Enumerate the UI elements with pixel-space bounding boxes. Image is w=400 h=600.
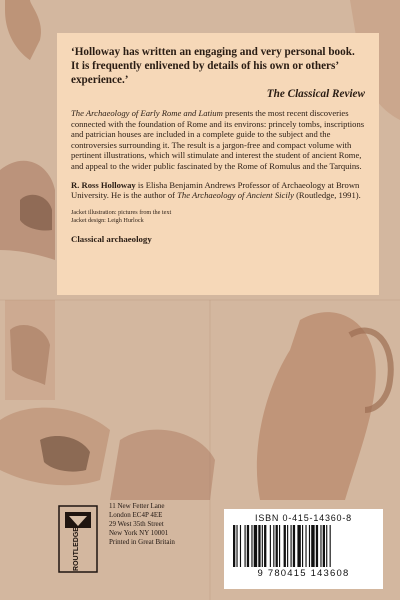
- isbn-label: ISBN 0-415-14360-8: [255, 513, 352, 523]
- publisher-block: [57, 500, 207, 580]
- address-line: London EC4P 4EE: [109, 511, 163, 519]
- barcode-bar: [309, 525, 310, 567]
- isbn-13-number: 9 780415 143608: [257, 568, 350, 579]
- author-bio: [71, 180, 365, 201]
- address-line: New York NY 10001: [109, 529, 169, 537]
- barcode-bar: [233, 525, 235, 567]
- author-previous-book: The Archaeology of Ancient Sicily: [177, 190, 294, 201]
- jacket-illustration-credit: Jacket illustration: pictures from the text: [71, 208, 172, 216]
- barcode-bar: [270, 525, 271, 567]
- barcode-bar: [293, 525, 295, 567]
- barcode-bar: [302, 525, 303, 567]
- barcode-bar: [240, 525, 241, 567]
- barcode-bar: [276, 525, 278, 567]
- barcode-bar: [247, 525, 249, 567]
- jacket-design-credit: Jacket design: Leigh Hurlock: [71, 216, 144, 224]
- routledge-logo: [57, 504, 99, 574]
- barcode-bar: [320, 525, 321, 567]
- barcode-bar: [245, 525, 246, 567]
- back-cover-blurb-panel: [57, 33, 379, 295]
- barcode-bar: [291, 525, 292, 567]
- barcode-bar: [279, 525, 280, 567]
- author-bio-text-1: is Elisha Benjamin Andrews Professor of Archaeology at Brown University. He is the author of: [71, 179, 360, 201]
- barcode-bar: [316, 525, 318, 567]
- barcode-bar: [326, 525, 327, 567]
- book-description: [71, 108, 365, 172]
- isbn-barcode-box: [224, 509, 383, 589]
- barcode-bar: [264, 525, 266, 567]
- address-line: 29 West 35th Street: [109, 520, 164, 528]
- barcode-bar: [254, 525, 257, 567]
- subject-category: Classical archaeology: [71, 233, 152, 244]
- barcode-bar: [273, 525, 274, 567]
- barcode-bar: [297, 525, 300, 567]
- jacket-credits: [71, 209, 365, 225]
- book-title: The Archaeology of Early Rome and Latium: [71, 108, 223, 118]
- barcode-bar: [262, 525, 263, 567]
- barcode-bar: [311, 525, 314, 567]
- barcode-bar: [323, 525, 325, 567]
- barcode-bars: [229, 525, 378, 567]
- barcode-bar: [287, 525, 288, 567]
- barcode-bar: [251, 525, 252, 567]
- barcode-bar: [236, 525, 237, 567]
- barcode-bar: [284, 525, 286, 567]
- barcode-bar: [258, 525, 260, 567]
- publisher-address: [109, 502, 175, 547]
- barcode-bar: [305, 525, 306, 567]
- author-name: R. Ross Holloway: [71, 179, 136, 190]
- barcode-bar: [330, 525, 331, 567]
- book-description-body: presents the most recent discoveries connected with the foundation of Rome and its environs: princely tombs, inscriptions and patrician houses are included in a complete guide to the subject and the controversies surrounding it. The result is a jargon-free and compact volume with pertinent illustrations, which will stimulate and interest the student of ancient Rome, and appeal to the wider public fascinated by the Rome of Romulus and the Tarquins.: [71, 108, 365, 171]
- address-line: Printed in Great Britain: [109, 538, 175, 546]
- author-bio-text-2: (Routledge, 1991).: [293, 190, 361, 201]
- review-quote: ‘Holloway has written an engaging and very personal book. It is frequently enlivened by details of his own or others’ experience.’: [71, 46, 355, 86]
- address-line: 11 New Fetter Lane: [109, 502, 165, 510]
- svg-text:ROUTLEDGE: ROUTLEDGE: [73, 527, 80, 571]
- review-source: The Classical Review: [266, 88, 365, 100]
